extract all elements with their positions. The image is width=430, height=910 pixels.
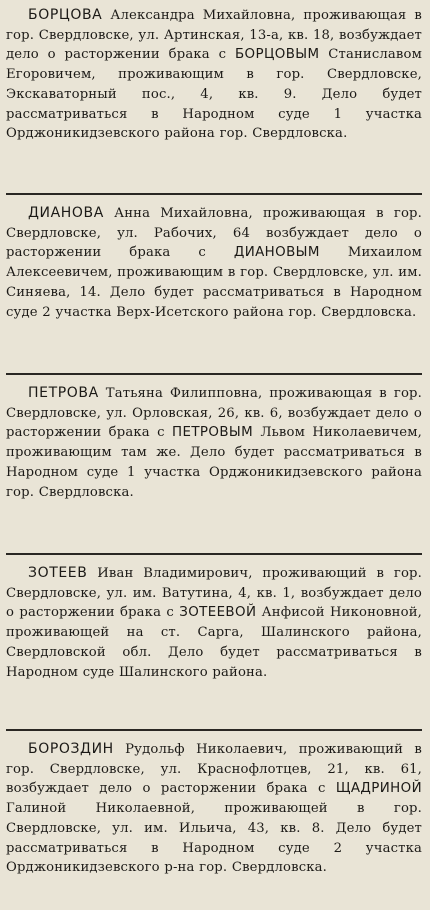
divider-rule xyxy=(6,729,422,731)
petitioner-surname: ЗОТЕЕВ xyxy=(28,565,88,581)
notice-text-part: Иван Владимирович, проживающий в гор. Свердловске, ул. им. Ватутина, 4, кв. 1, возбуждает дело о расторжении брака с xyxy=(6,566,422,621)
petitioner-surname: БОРЦОВА xyxy=(28,7,103,23)
respondent-surname: БОРЦОВЫМ xyxy=(234,47,320,63)
notice-text-part: Татьяна Филипповна, проживающая в гор. Свердловске, ул. Орловская, 26, кв. 6, возбуждает дело о расторжении брака с xyxy=(6,386,422,441)
respondent-surname: ДИАНОВЫМ xyxy=(233,245,320,261)
divider-rule xyxy=(6,193,422,195)
notice-text-part: Александра Михайловна, проживающая в гор. Свердловске, ул. Артинская, 13-а, кв. 18, возбуждает дело о расторжении брака с xyxy=(6,8,422,63)
respondent-surname: ЗОТЕЕВОЙ xyxy=(179,605,257,621)
petitioner-surname: ПЕТРОВА xyxy=(28,385,99,401)
notice-text-part: Станиславом Егоровичем, проживающим в гор. Свердловске, Экскаваторный пос., 4, кв. 9. Дело будет рассматриваться в Народном суде 1 участка Орджоникидзевского района гор. Свердловска. xyxy=(6,47,422,142)
notice-text xyxy=(6,564,422,682)
notice-text-part: Михаилом Алексеевичем, проживающим в гор. Свердловске, ул. им. Синяева, 14. Дело будет рассматриваться в Народном суде 2 участка Верх-Исетского района гор. Свердловска. xyxy=(6,245,422,320)
notice-text-part: Галиной Николаевной, проживающей в гор. Свердловске, ул. им. Ильича, 43, кв. 8. Дело будет рассматриваться в Народном суде 2 участка Орджоникидзевского р-на гор. Свердловска. xyxy=(6,801,422,876)
petitioner-surname: ДИАНОВА xyxy=(28,205,104,221)
notice-text xyxy=(6,6,422,144)
divorce-notice xyxy=(6,6,422,186)
divorce-notice xyxy=(6,564,422,722)
respondent-surname: ЩАДРИНОЙ xyxy=(335,781,422,797)
notice-text-part: Анна Михайловна, проживающая в гор. Свердловске, ул. Рабочих, 64 возбуждает дело о расторжении брака с xyxy=(6,206,422,261)
divorce-notice xyxy=(6,740,422,910)
divider-rule xyxy=(6,373,422,375)
notice-text-part: Львом Николаевичем, проживающим там же. Дело будет рассматриваться в Народном суде 1 участка Орджоникидзевского района гор. Свердловска. xyxy=(6,425,422,500)
divider-rule xyxy=(6,553,422,555)
petitioner-surname: БОРОЗДИН xyxy=(28,741,114,757)
notice-text-part: Анфисой Никоновной, проживающей на ст. Сарга, Шалинского района, Свердловской обл. Дело будет рассматриваться в Народном суде Шалинского района. xyxy=(6,605,422,680)
respondent-surname: ПЕТРОВЫМ xyxy=(172,425,254,441)
notice-text xyxy=(6,740,422,878)
divorce-notice xyxy=(6,384,422,546)
divorce-notice xyxy=(6,204,422,366)
notice-text xyxy=(6,204,422,322)
notice-text-part: Рудольф Николаевич, проживающий в гор. Свердловске, ул. Краснофлотцев, 21, кв. 61, возбуждает дело о расторжении брака с xyxy=(6,742,422,797)
notice-text xyxy=(6,384,422,502)
